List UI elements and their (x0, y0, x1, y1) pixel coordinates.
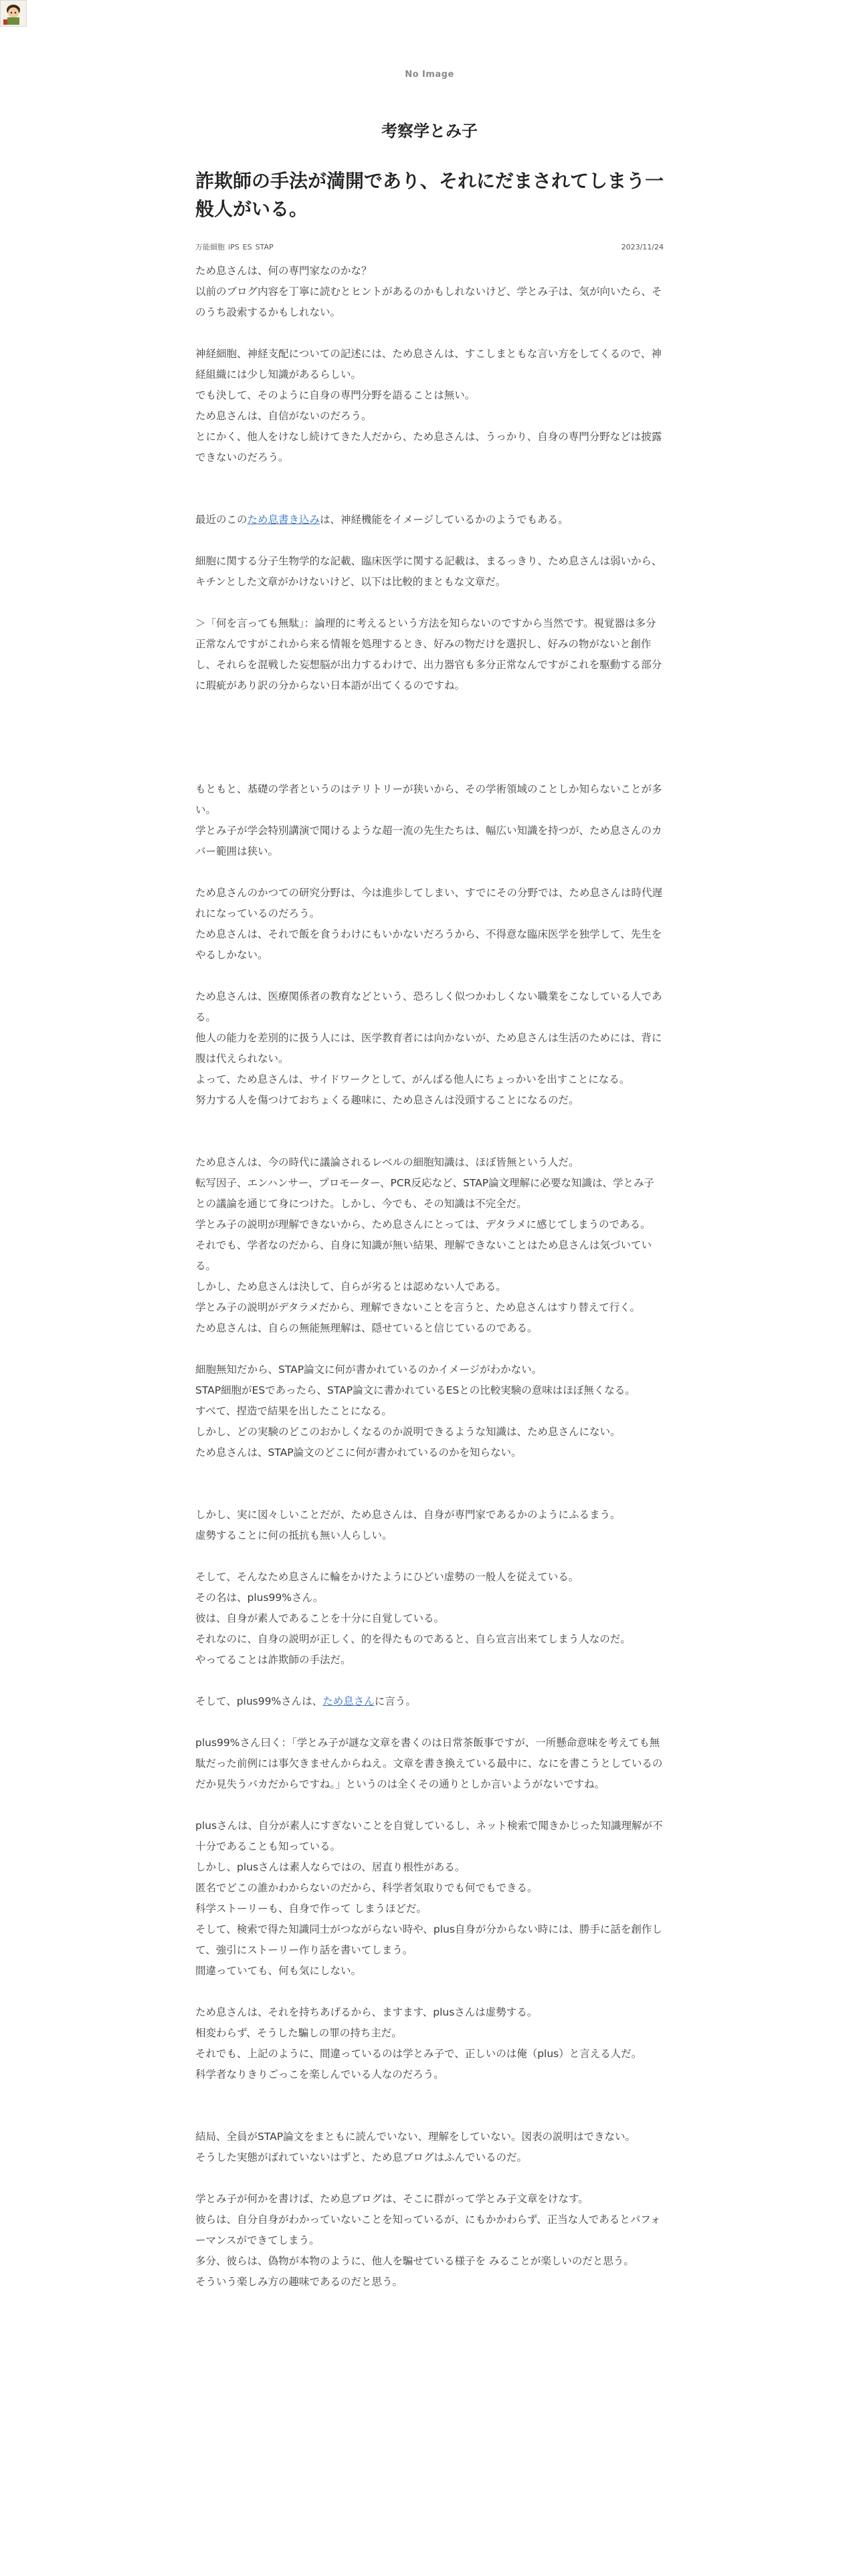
paragraph: 細胞無知だから、STAP論文に何が書かれているのかイメージがわかない。 (195, 1364, 543, 1376)
ため息-link[interactable]: ため息書き込み (247, 514, 320, 526)
paragraph: それでも、上記のように、間違っているのは学とみ子で、正しいのは俺（plus）と言える人だ。 (195, 2048, 642, 2060)
paragraph: しかし、どの実験のどこのおかしくなるのか説明できるような知識は、ため息さんにない。 (195, 1426, 621, 1438)
tag-link[interactable]: 万能細胞 (195, 243, 225, 251)
text-span: 最近のこの (195, 514, 248, 526)
paragraph: そして、検索で得た知識同士がつながらない時や、plus自身が分からない時には、勝手に話を創作して、強引にストーリー作り話を書いてしまう。 (195, 1923, 662, 1956)
paragraph: 学とみ子の説明が理解できないから、ため息さんにとっては、デタラメに感じてしまうのである。 (195, 1218, 651, 1230)
paragraph: 努力する人を傷つけておちょくる趣味に、ため息さんは没頭することになるのだ。 (195, 1094, 579, 1106)
text-span: に言う。 (374, 1695, 416, 1707)
paragraph: 学とみ子が学会特別講演で聞けるような超一流の先生たちは、幅広い知識を持つが、ため息さんのカバー範囲は狭い。 (195, 825, 662, 857)
tag-list (195, 241, 277, 252)
post-meta (195, 241, 664, 253)
tag-link[interactable]: iPS (228, 243, 240, 251)
paragraph: 間違っていても、何も気にしない。 (195, 1965, 362, 1977)
paragraph: 結局、全員がSTAP論文をまともに読んでいない、理解をしていない。図表の説明はできない。 (195, 2131, 636, 2143)
paragraph: それなのに、自身の説明が正しく、的を得たものであると、自ら宣言出来てしまう人なのだ。 (195, 1633, 631, 1645)
paragraph: 転写因子、エンハンサー、プロモーター、PCR反応など、STAP論文理解に必要な知識は、学とみ子との議論を通じて身につけた。しかし、今でも、その知識は不完全だ。 (195, 1177, 655, 1210)
paragraph: しかし、ため息さんは決して、自らが劣るとは認めない人である。 (195, 1281, 506, 1293)
paragraph: 虚勢することに何の抵抗も無い人らしい。 (195, 1529, 393, 1541)
paragraph: しかし、実に図々しいことだが、ため息さんは、自身が専門家であるかのようにふるまう。 (195, 1509, 621, 1521)
paragraph: 多分、彼らは、偽物が本物のように、他人を騙せている様子を みることが楽しいのだと思う。 (195, 2255, 634, 2267)
text-span: そして、plus99%さんは、 (195, 1695, 323, 1707)
ため息-link[interactable]: ため息さん (322, 1695, 375, 1707)
avatar[interactable] (0, 0, 27, 27)
article (195, 167, 664, 2292)
quote-blue: ＞「何を言っても無駄」：論理的に考えるという方法を知らないのですから当然です。視覚器は多分正常なんですがこれから来る情報を処理するとき、好みの物だけを選択し、好みの物がないと創作し、それらを混戦した妄想脳が出力するわけで、出力器官も多分正常なんですがこれを駆動する部分に瑕疵があり訳の分からない日本語が出てくるのですね。 (195, 617, 662, 691)
paragraph: ため息さんは、STAP論文のどこに何が書かれているのかを知らない。 (195, 1446, 522, 1459)
paragraph: それでも、学者なのだから、自身に知識が無い結果、理解できないことはため息さんは気づいている。 (195, 1239, 652, 1272)
paragraph: しかし、plusさんは素人ならではの、居直り根性がある。 (195, 1861, 466, 1873)
paragraph: そういう楽しみ方の趣味であるのだと思う。 (195, 2276, 403, 2288)
paragraph: すべて、捏造で結果を出したことになる。 (195, 1405, 392, 1417)
paragraph: ため息さんは、それで飯を食うわけにもいかないだろうから、不得意な臨床医学を独学して、先生をやるしかない。 (195, 928, 662, 961)
post-date: 2023/11/24 (621, 242, 664, 251)
tag-link[interactable]: STAP (255, 243, 274, 251)
paragraph: 神経細胞、神経支配についての記述には、ため息さんは、すこしまともな言い方をしてくるので、神経組織には少し知識があるらしい。 (195, 348, 662, 381)
paragraph: ため息さんは、自信がないのだろう。 (195, 410, 372, 422)
post-title: 詐欺師の手法が満開であり、それにだまされてしまう一般人がいる。 (195, 170, 664, 220)
paragraph: ため息さんは、今の時代に議論されるレベルの細胞知識は、ほぼ皆無という人だ。 (195, 1156, 579, 1168)
paragraph: STAP細胞がESであったら、STAP論文に書かれているESとの比較実験の意味はほぼ無くなる。 (195, 1384, 636, 1396)
paragraph: でも決して、そのように自身の専門分野を語ることは無い。 (195, 389, 476, 401)
header-image-placeholder: No Image (405, 70, 454, 80)
paragraph: ため息さんのかつての研究分野は、今は進歩してしまい、すでにその分野では、ため息さんは時代遅れになっているのだろう。 (195, 887, 662, 920)
paragraph: 彼らは、自分自身がわかっていないことを知っているが、にもかかわらず、正当な人であるとパフォーマンスができてしまう。 (195, 2214, 661, 2246)
paragraph (195, 1691, 664, 1712)
paragraph: 他人の能力を差別的に扱う人には、医学教育者には向かないが、ため息さんは生活のためには、背に腹は代えられない。 (195, 1032, 662, 1065)
post-body (195, 261, 664, 2292)
paragraph: そして、そんなため息さんに輪をかけたようにひどい虚勢の一般人を従えている。 (195, 1571, 579, 1583)
paragraph: 学とみ子が何かを書けば、ため息ブログは、そこに群がって学とみ子文章をけなす。 (195, 2193, 589, 2205)
paragraph (195, 510, 664, 530)
paragraph: 匿名でどこの誰かわからないのだから、科学者気取りでも何でもできる。 (195, 1882, 538, 1894)
paragraph: plusさんは、自分が素人にすぎないことを自覚しているし、ネット検索で聞きかじった知識理解が不十分であることも知っている。 (195, 1820, 663, 1852)
quote-purple: plus99%さん曰く：「学とみ子が謎な文章を書くのは日常茶飯事ですが、一所懸命意味を考えても無駄だった前例には事欠きませんからねえ。文章を書き換えている最中に、なにを書こうとしているのだか見失うバカだからですね。」というのは全くその通りとしか言いようがないですね。 (195, 1737, 663, 1790)
paragraph: ため息さんは、何の専門家なのかな？ (195, 265, 372, 277)
paragraph: ため息さんは、医療関係者の教育などという、恐ろしく似つかわしくない職業をこなしている人である。 (195, 990, 662, 1023)
paragraph: 以前のブログ内容を丁寧に読むとヒントがあるのかもしれないけど、学とみ子は、気が向いたら、そのうち設索するかもしれない。 (195, 286, 662, 318)
paragraph: とにかく、他人をけなし続けてきた人だから、ため息さんは、うっかり、自身の専門分野などは披露できないのだろう。 (195, 431, 662, 463)
paragraph: 細胞に関する分子生物学的な記載、臨床医学に関する記載は、まるっきり、ため息さんは弱いから、キチンとした文章がかけないけど、以下は比較的まともな文章だ。 (195, 555, 662, 588)
paragraph: やってることは詐欺師の手法だ。 (195, 1654, 351, 1666)
paragraph: 相変わらず、そうした騙しの罪の持ち主だ。 (195, 2027, 402, 2039)
paragraph: 科学者なりきりごっこを楽しんでいる人なのだろう。 (195, 2068, 444, 2080)
blog-title[interactable]: 考察学とみ子 (381, 122, 478, 140)
paragraph: その名は、plus99%さん。 (195, 1592, 324, 1604)
paragraph: 彼は、自身が素人であることを十分に自覚している。 (195, 1612, 445, 1624)
paragraph: もともと、基礎の学者というのはテリトリーが狭いから、その学術領域のことしか知らないことが多い。 (195, 783, 662, 816)
paragraph: ため息さんは、自らの無能無理解は、隠せていると信じているのである。 (195, 1322, 538, 1334)
paragraph: ため息さんは、それを持ちあげるから、ますます、plusさんは虚勢する。 (195, 2006, 538, 2018)
tag-link[interactable]: ES (242, 243, 252, 251)
avatar-icon (1, 1, 26, 26)
paragraph: 科学ストーリーも、自身で作って しまうほどだ。 (195, 1903, 427, 1915)
paragraph: よって、ため息さんは、サイドワークとして、がんばる他人にちょっかいを出すことになる。 (195, 1073, 630, 1085)
paragraph: そうした実態がばれていないはずと、ため息ブログはふんでいるのだ。 (195, 2151, 528, 2163)
text-span: は、神経機能をイメージしているかのようでもある。 (320, 514, 569, 526)
paragraph: 学とみ子の説明がデタラメだから、理解できないことを言うと、ため息さんはすり替えて行く。 (195, 1301, 640, 1313)
